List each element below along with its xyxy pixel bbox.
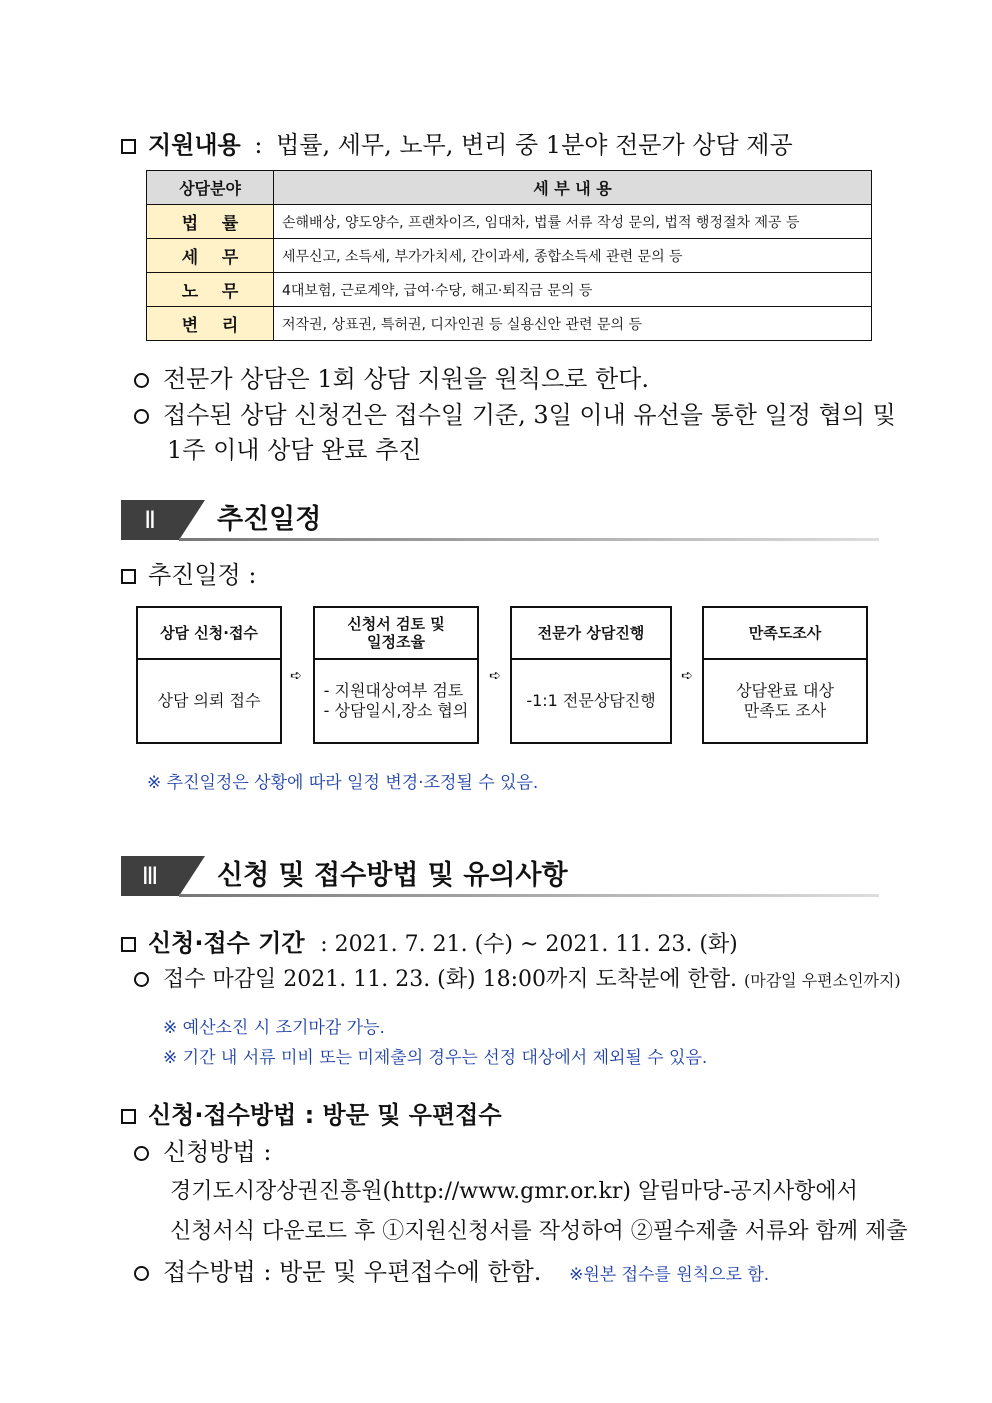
step-head: 상담 신청·접수	[138, 608, 280, 660]
table-header-field: 상담분야	[147, 171, 274, 205]
checkbox-square-icon	[121, 569, 136, 584]
consult-field-table	[146, 170, 872, 341]
detail-cell: 4대보험, 근로계약, 급여·수당, 해고·퇴직금 문의 등	[274, 273, 872, 307]
step-box	[313, 606, 479, 744]
section-underline	[179, 538, 879, 541]
table-row	[147, 205, 872, 239]
bullet-schedule-cont: 1주 이내 상담 완료 추진	[167, 436, 422, 464]
method-heading	[121, 1100, 502, 1130]
method-label: 신청·접수방법 : 방문 및 우편접수	[148, 1101, 502, 1129]
step-box	[136, 606, 282, 744]
bullet-schedule	[134, 400, 896, 430]
arrow-right-icon: ➪	[489, 668, 501, 684]
schedule-sub-text: 추진일정 :	[148, 561, 257, 589]
section-title: 추진일정	[217, 504, 322, 535]
section-number: Ⅱ	[121, 500, 179, 540]
circle-bullet-icon	[134, 409, 149, 424]
table-header-row	[147, 171, 872, 205]
checkbox-square-icon	[121, 1109, 136, 1124]
support-heading	[121, 130, 793, 160]
table-row	[147, 239, 872, 273]
field-cell: 세 무	[147, 239, 274, 273]
receive-note: ※원본 접수를 원칙으로 함.	[569, 1265, 770, 1285]
field-cell: 법 률	[147, 205, 274, 239]
section-header-application	[121, 856, 881, 896]
deadline-small-text: (마감일 우편소인까지)	[744, 971, 901, 990]
support-text: 법률, 세무, 노무, 변리 중 1분야 전문가 상담 제공	[276, 131, 793, 159]
deadline-bullet	[134, 965, 901, 996]
period-label: 신청·접수 기간	[148, 929, 305, 957]
note-early-close: ※ 예산소진 시 조기마감 가능.	[163, 1018, 385, 1038]
field-cell: 노 무	[147, 273, 274, 307]
step-box	[702, 606, 868, 744]
detail-cell: 저작권, 상표권, 특허권, 디자인권 등 실용신안 관련 문의 등	[274, 307, 872, 341]
step-head: 전문가 상담진행	[512, 608, 670, 660]
step-body: 상담완료 대상 만족도 조사	[736, 681, 834, 720]
table-header-detail: 세 부 내 용	[274, 171, 872, 205]
step-body: 상담 의뢰 접수	[157, 691, 261, 710]
apply-line-1: 경기도시장상권진흥원(http://www.gmr.or.kr) 알림마당-공지사항에서	[170, 1179, 858, 1204]
table-row	[147, 307, 872, 341]
section-underline	[179, 894, 879, 897]
section-header-schedule	[121, 500, 881, 540]
apply-label: 신청방법 :	[163, 1138, 272, 1166]
field-cell: 변 리	[147, 307, 274, 341]
step-head: 만족도조사	[704, 608, 866, 660]
section-number: Ⅲ	[121, 856, 179, 896]
receive-text: 접수방법 : 방문 및 우편접수에 한함.	[163, 1258, 542, 1286]
deadline-text: 접수 마감일 2021. 11. 23. (화) 18:00까지 도착분에 한함.	[163, 967, 737, 992]
step-body: -1:1 전문상담진행	[526, 691, 656, 710]
step-box	[510, 606, 672, 744]
schedule-subheading	[121, 560, 256, 590]
receive-bullet	[134, 1257, 769, 1290]
step-body: - 지원대상여부 검토 - 상담일시,장소 협의	[323, 681, 469, 720]
circle-bullet-icon	[134, 972, 149, 987]
step-head: 신청서 검토 및 일정조율	[315, 608, 477, 660]
table-row	[147, 273, 872, 307]
support-sep: :	[254, 131, 263, 159]
detail-cell: 손해배상, 양도양수, 프랜차이즈, 임대차, 법률 서류 작성 문의, 법적 행정절차 제공 등	[274, 205, 872, 239]
circle-bullet-icon	[134, 1266, 149, 1281]
bullet-text: 접수된 상담 신청건은 접수일 기준, 3일 이내 유선을 통한 일정 협의 및	[163, 401, 896, 429]
checkbox-square-icon	[121, 937, 136, 952]
bullet-text: 전문가 상담은 1회 상담 지원을 원칙으로 한다.	[163, 365, 649, 393]
period-heading	[121, 928, 738, 960]
detail-cell: 세무신고, 소득세, 부가가치세, 간이과세, 종합소득세 관련 문의 등	[274, 239, 872, 273]
period-value: : 2021. 7. 21. (수) ~ 2021. 11. 23. (화)	[320, 932, 738, 957]
section-title: 신청 및 접수방법 및 유의사항	[217, 860, 568, 891]
section-slant-shape	[179, 856, 205, 896]
circle-bullet-icon	[134, 373, 149, 388]
bullet-one-session	[134, 364, 649, 394]
section-slant-shape	[179, 500, 205, 540]
schedule-note: ※ 추진일정은 상황에 따라 일정 변경·조정될 수 있음.	[147, 773, 539, 793]
circle-bullet-icon	[134, 1146, 149, 1161]
apply-bullet	[134, 1137, 271, 1167]
note-exclusion: ※ 기간 내 서류 미비 또는 미제출의 경우는 선정 대상에서 제외될 수 있음.	[163, 1048, 708, 1068]
apply-line-2: 신청서식 다운로드 후 ①지원신청서를 작성하여 ②필수제출 서류와 함께 제출	[170, 1219, 908, 1244]
checkbox-square-icon	[121, 139, 136, 154]
arrow-right-icon: ➪	[290, 668, 302, 684]
support-label: 지원내용	[148, 131, 241, 159]
arrow-right-icon: ➪	[681, 668, 693, 684]
